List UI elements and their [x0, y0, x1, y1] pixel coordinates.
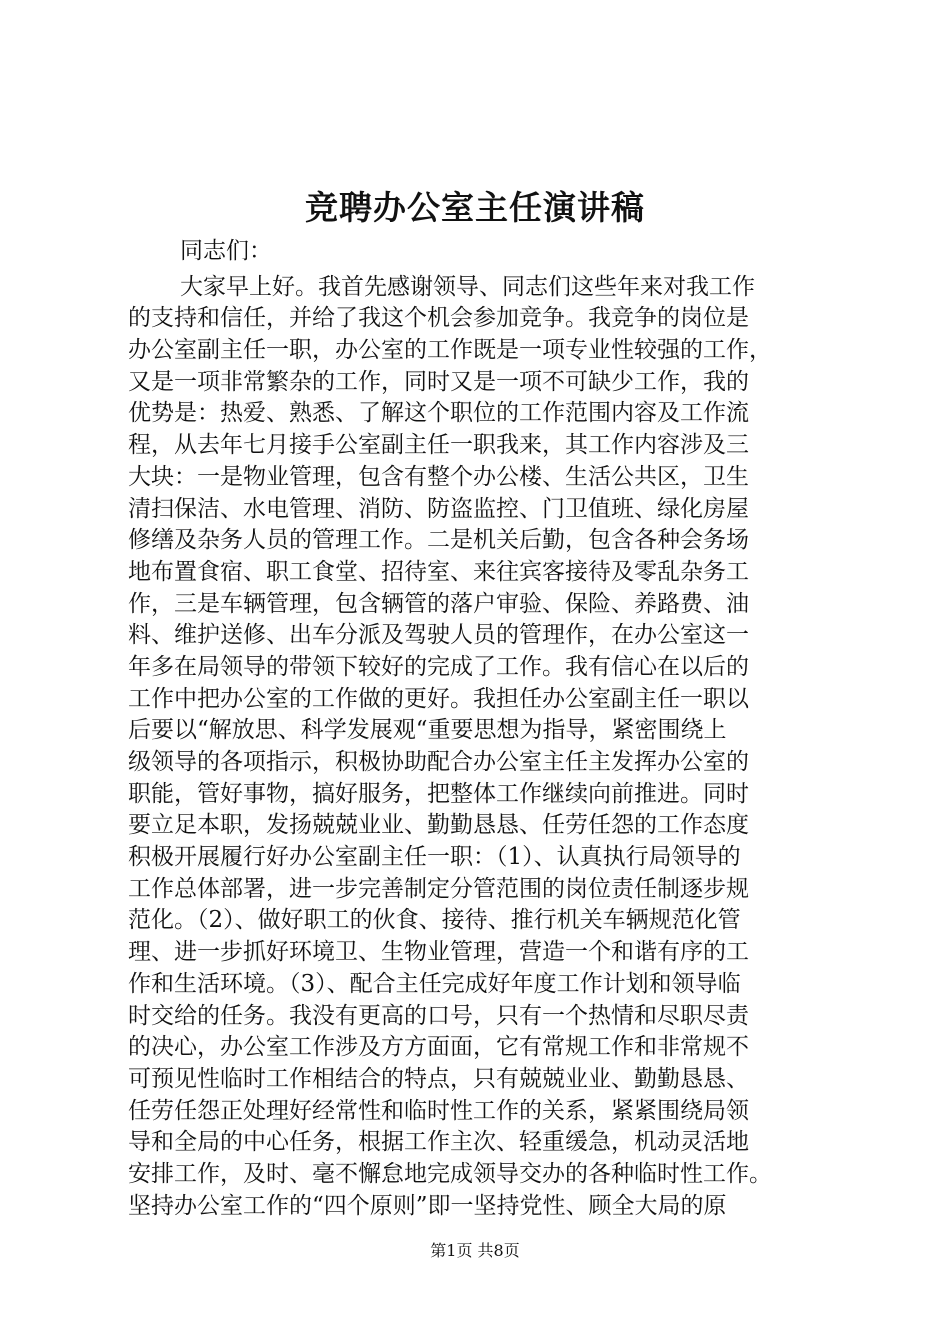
body-line-30: 坚持办公室工作的“四个原则”即一坚持党性、顾全大局的原: [128, 1192, 727, 1219]
salutation: 同志们：: [180, 238, 272, 264]
body-line-16: 级领导的各项指示，积极协助配合办公室主任主发挥办公室的: [128, 749, 749, 775]
body-line-25: 的决心，办公室工作涉及方方面面，它有常规工作和非常规不: [128, 1034, 749, 1061]
body-line-4: 又是一项非常繁杂的工作，同时又是一项不可缺少工作，我的: [128, 368, 749, 395]
body-line-1: 大家早上好。我首先感谢领导、同志们这些年来对我工作: [180, 273, 755, 300]
body-line-14: 工作中把办公室的工作做的更好。我担任办公室副主任一职以: [128, 685, 749, 712]
page-number-footer: 第1页 共8页: [430, 1241, 520, 1260]
body-line-10: 地布置食宿、职工食堂、招待室、来往宾客接待及零乱杂务工: [128, 558, 749, 585]
body-line-23: 作和生活环境。（3）、配合主任完成好年度工作计划和领导临: [128, 970, 741, 997]
body-line-7: 大块：一是物业管理，包含有整个办公楼、生活公共区，卫生: [128, 463, 749, 490]
body-line-6: 程，从去年七月接手公室副主任一职我来，其工作内容涉及三: [128, 432, 749, 459]
body-line-26: 可预见性临时工作相结合的特点，只有兢兢业业、勤勤恳恳、: [128, 1065, 749, 1092]
body-line-11: 作，三是车辆管理，包含辆管的落户审验、保险、养路费、油: [128, 590, 749, 617]
body-line-8: 清扫保洁、水电管理、消防、防盗监控、门卫值班、绿化房屋: [128, 495, 749, 522]
body-line-13: 年多在局领导的带领下较好的完成了工作。我有信心在以后的: [128, 653, 749, 680]
body-line-15: 后要以“解放思、科学发展观“重要思想为指导，紧密围绕上: [128, 717, 727, 744]
document-body: [128, 240, 828, 1222]
body-line-5: 优势是：热爱、熟悉、了解这个职位的工作范围内容及工作流: [128, 400, 749, 427]
body-line-19: 积极开展履行好办公室副主任一职：（1）、认真执行局领导的: [128, 844, 741, 871]
body-line-21: 范化。（2）、做好职工的伙食、接待、推行机关车辆规范化管: [128, 907, 741, 934]
document-title: 竞聘办公室主任演讲稿: [305, 188, 645, 227]
body-line-17: 职能，管好事物，搞好服务，把整体工作继续向前推进。同时: [128, 780, 749, 807]
body-line-3: 办公室副主任一职，办公室的工作既是一项专业性较强的工作，: [128, 337, 772, 364]
body-line-29: 安排工作，及时、毫不懈怠地完成领导交办的各种临时性工作。: [128, 1160, 772, 1187]
body-line-12: 料、维护送修、出车分派及驾驶人员的管理作，在办公室这一: [128, 622, 749, 649]
body-line-24: 时交给的任务。我没有更高的口号，只有一个热情和尽职尽责: [128, 1002, 749, 1029]
body-line-27: 任劳任怨正处理好经常性和临时性工作的关系，紧紧围绕局领: [128, 1097, 749, 1124]
body-line-9: 修缮及杂务人员的管理工作。二是机关后勤，包含各种会务场: [128, 527, 749, 554]
body-line-2: 的支持和信任，并给了我这个机会参加竞争。我竞争的岗位是: [128, 305, 749, 332]
body-line-20: 工作总体部署，进一步完善制定分管范围的岗位责任制逐步规: [128, 875, 749, 902]
body-line-22: 理、进一步抓好环境卫、生物业管理，营造一个和谐有序的工: [128, 939, 749, 966]
body-line-28: 导和全局的中心任务，根据工作主次、轻重缓急，机动灵活地: [128, 1129, 749, 1156]
body-line-18: 要立足本职，发扬兢兢业业、勤勤恳恳、任劳任怨的工作态度: [128, 812, 749, 839]
